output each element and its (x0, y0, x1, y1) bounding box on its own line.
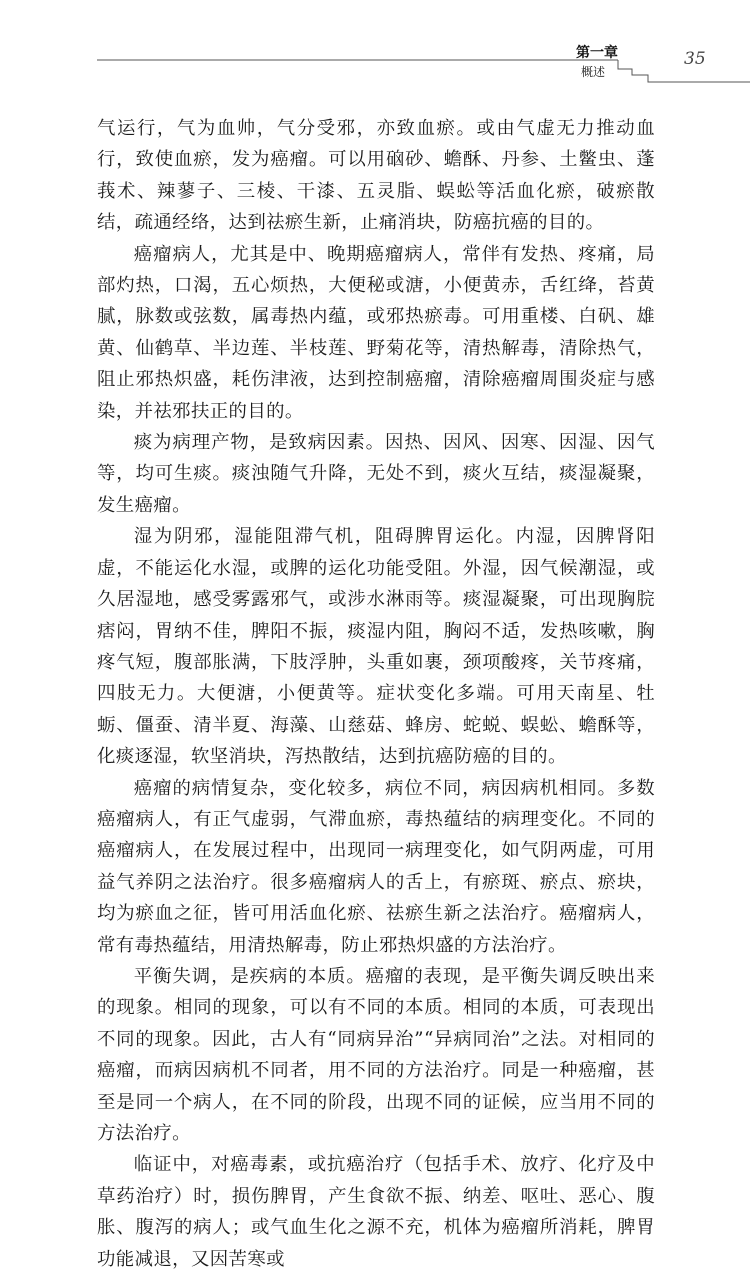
paragraph: 癌瘤病人，尤其是中、晚期癌瘤病人，常伴有发热、疼痛，局部灼热，口渴，五心烦热，大便秘或溏，小便黄赤，舌红绛，苔黄腻，脉数或弦数，属毒热内蕴，或邪热瘀毒。可用重楼、白矾、雄黄、仙鹤草、半边莲、半枝莲、野菊花等，清热解毒，清除热气，阻止邪热炽盛，耗伤津液，达到控制癌瘤，清除癌瘤周围炎症与感染，并祛邪扶正的目的。 (97, 243, 655, 422)
running-header (0, 0, 750, 100)
chapter-subtitle: 概述 (580, 65, 605, 79)
paragraph: 痰为病理产物，是致病因素。因热、因风、因寒、因湿、因气等，均可生痰。痰浊随气升降，无处不到，痰火互结，痰湿凝聚，发生癌瘤。 (97, 432, 655, 516)
paragraph: 气运行，气为血帅，气分受邪，亦致血瘀。或由气虚无力推动血行，致使血瘀，发为癌瘤。可以用硇砂、蟾酥、丹参、土鳖虫、蓬莪术、辣蓼子、三棱、干漆、五灵脂、蜈蚣等活血化瘀，破瘀散结，疏通经络，达到祛瘀生新，止痛消块，防癌抗癌的目的。 (97, 118, 655, 234)
chapter-title: 第一章 (576, 45, 618, 61)
paragraph: 湿为阴邪，湿能阻滞气机，阻碍脾胃运化。内湿，因脾肾阳虚，不能运化水湿，或脾的运化功能受阻。外湿，因气候潮湿，或久居湿地，感受雾露邪气，或涉水淋雨等。痰湿凝聚，可出现胸脘痞闷，胃纳不佳，脾阳不振，痰湿内阻，胸闷不适，发热咳嗽，胸疼气短，腹部胀满，下肢浮肿，头重如裹，颈项酸疼，关节疼痛，四肢无力。大便溏，小便黄等。症状变化多端。可用天南星、牡蛎、僵蚕、清半夏、海藻、山慈菇、蜂房、蛇蜕、蜈蚣、蟾酥等，化痰逐湿，软坚消块，泻热散结，达到抗癌防癌的目的。 (97, 526, 655, 768)
paragraph: 平衡失调，是疾病的本质。癌瘤的表现，是平衡失调反映出来的现象。相同的现象，可以有不同的本质。相同的本质，可表现出不同的现象。因此，古人有“同病异治”“异病同治”之法。对相同的癌瘤，而病因病机不同者，用不同的方法治疗。同是一种癌瘤，甚至是同一个病人，在不同的阶段，出现不同的证候，应当用不同的方法治疗。 (97, 965, 655, 1144)
page-number: 35 (684, 49, 706, 69)
body-text (97, 113, 655, 1275)
paragraph: 临证中，对癌毒素，或抗癌治疗（包括手术、放疗、化疗及中草药治疗）时，损伤脾胃，产生食欲不振、纳差、呕吐、恶心、腹胀、腹泻的病人；或气血生化之源不充，机体为癌瘤所消耗，脾胃功能减退，又因苦寒或 (97, 1154, 655, 1270)
header-rule-ornament (0, 0, 750, 100)
paragraph: 癌瘤的病情复杂，变化较多，病位不同，病因病机相同。多数癌瘤病人，有正气虚弱，气滞血瘀，毒热蕴结的病理变化。不同的癌瘤病人，在发展过程中，出现同一病理变化，如气阴两虚，可用益气养阴之法治疗。很多癌瘤病人的舌上，有瘀斑、瘀点、瘀块，均为瘀血之征，皆可用活血化瘀、祛瘀生新之法治疗。癌瘤病人，常有毒热蕴结，用清热解毒，防止邪热炽盛的方法治疗。 (97, 777, 655, 956)
